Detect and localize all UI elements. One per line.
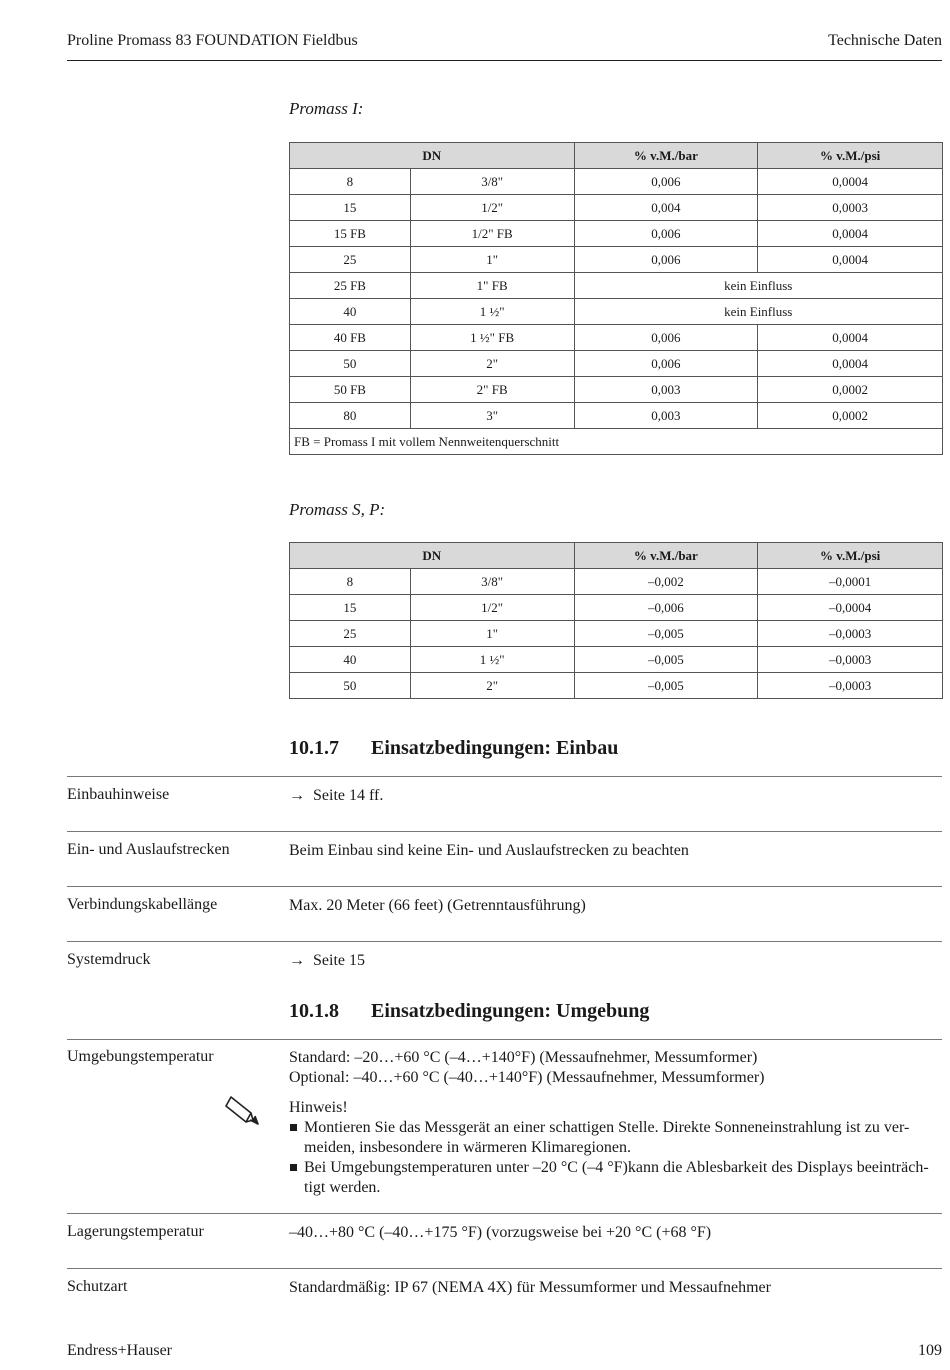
cell: 2" (410, 673, 574, 699)
cell: 1/2" (410, 195, 574, 221)
ambient-optional: Optional: –40…+60 °C (–40…+140°F) (Messaufnehmer, Messumformer) (289, 1069, 765, 1086)
cell: 1 ½" FB (410, 325, 574, 351)
section-number: 10.1.7 (289, 737, 339, 759)
cell: 0,006 (574, 325, 758, 351)
section-number: 10.1.8 (289, 1000, 339, 1022)
cell: 40 FB (290, 325, 411, 351)
header-title: Proline Promass 83 FOUNDATION Fieldbus (67, 32, 358, 49)
table-header-row (290, 143, 943, 169)
cell: –0,0003 (758, 647, 943, 673)
cell: 25 (290, 247, 411, 273)
header-rule (67, 60, 942, 61)
cell: 8 (290, 569, 411, 595)
value-ein-auslaufstrecken: Beim Einbau sind keine Ein- und Auslaufstrecken zu beachten (289, 842, 689, 859)
cell: 15 FB (290, 221, 411, 247)
cell: –0,0003 (758, 621, 943, 647)
cell: –0,0004 (758, 595, 943, 621)
cell: –0,002 (574, 569, 758, 595)
note-bullet (289, 1118, 943, 1158)
label-umgebungstemperatur: Umgebungstemperatur (67, 1048, 214, 1065)
cell: 80 (290, 403, 411, 429)
table-row (290, 673, 943, 699)
header-cell-psi: % v.M./psi (758, 143, 943, 169)
table-row (290, 247, 943, 273)
value-einbauhinweise (289, 786, 383, 806)
cell: 0,003 (574, 377, 758, 403)
cell: 3/8" (410, 169, 574, 195)
label-schutzart: Schutzart (67, 1278, 128, 1295)
cell: 1 ½" (410, 299, 574, 325)
cell: –0,005 (574, 621, 758, 647)
table1-caption: Promass I: (289, 99, 364, 118)
header-section: Technische Daten (828, 32, 942, 49)
cell: 0,0002 (758, 403, 943, 429)
table-row (290, 325, 943, 351)
note-bullet-text: meiden, insbesondere in wärmeren Klimaregionen. (304, 1139, 631, 1156)
value-schutzart: Standardmäßig: IP 67 (NEMA 4X) für Messumformer und Messaufnehmer (289, 1279, 771, 1296)
table-note-row (290, 429, 943, 455)
cell: 1 ½" (410, 647, 574, 673)
cell: 2" FB (410, 377, 574, 403)
table-row (290, 273, 943, 299)
table-row (290, 377, 943, 403)
footer-company: Endress+Hauser (67, 1342, 172, 1359)
cell-merged: kein Einfluss (574, 299, 942, 325)
table-row (290, 621, 943, 647)
cell: 40 (290, 647, 411, 673)
cell: 3/8" (410, 569, 574, 595)
cell: 40 (290, 299, 411, 325)
cell: 50 (290, 351, 411, 377)
cell: 1" FB (410, 273, 574, 299)
cell: 3" (410, 403, 574, 429)
value-verbindungskabellaenge: Max. 20 Meter (66 feet) (Getrenntausführung) (289, 897, 586, 914)
header-cell-bar: % v.M./bar (574, 143, 758, 169)
table-header-row (290, 543, 943, 569)
table-row (290, 169, 943, 195)
cell: 15 (290, 595, 411, 621)
cell: –0,005 (574, 647, 758, 673)
ambient-standard: Standard: –20…+60 °C (–4…+140°F) (Messaufnehmer, Messumformer) (289, 1049, 758, 1066)
cell: 25 (290, 621, 411, 647)
page-number: 109 (918, 1342, 942, 1359)
table-row (290, 351, 943, 377)
cell: 0,004 (574, 195, 758, 221)
note-bullet-text: Bei Umgebungstemperaturen unter –20 °C (–4 °F)kann die Ablesbarkeit des Displays beeinträch- (304, 1159, 929, 1176)
cell: 1/2" (410, 595, 574, 621)
promass-sp-table (289, 542, 943, 699)
label-ein-auslaufstrecken: Ein- und Auslaufstrecken (67, 841, 230, 858)
page-reference-link[interactable]: Seite 15 (313, 952, 365, 969)
table-row (290, 595, 943, 621)
table-row (290, 647, 943, 673)
row-divider (67, 886, 942, 887)
cell: 0,006 (574, 247, 758, 273)
cell: 0,006 (574, 169, 758, 195)
label-lagerungstemperatur: Lagerungstemperatur (67, 1223, 204, 1240)
note-title: Hinweis! (289, 1099, 348, 1116)
cell: –0,006 (574, 595, 758, 621)
cell: 1" (410, 621, 574, 647)
cell-merged: kein Einfluss (574, 273, 942, 299)
value-systemdruck (289, 951, 365, 971)
section-heading-umgebung (289, 1000, 649, 1023)
cell: 0,0004 (758, 325, 943, 351)
value-umgebungstemperatur (289, 1048, 943, 1198)
row-divider (67, 1213, 942, 1214)
row-divider (67, 1039, 942, 1040)
cell: 0,0002 (758, 377, 943, 403)
cell: 50 FB (290, 377, 411, 403)
cell: –0,005 (574, 673, 758, 699)
cell: 8 (290, 169, 411, 195)
cell: –0,0003 (758, 673, 943, 699)
promass-i-table (289, 142, 943, 455)
table-row (290, 569, 943, 595)
table-row (290, 299, 943, 325)
cell: 0,003 (574, 403, 758, 429)
cell: 0,006 (574, 351, 758, 377)
table2-caption: Promass S, P: (289, 500, 386, 519)
arrow-right-icon: → (289, 787, 305, 804)
cell: 0,006 (574, 221, 758, 247)
table-row (290, 403, 943, 429)
row-divider (67, 941, 942, 942)
row-divider (67, 776, 942, 777)
note-bullet-text: Montieren Sie das Messgerät an einer schattigen Stelle. Direkte Sonneneinstrahlung ist zu ver- (304, 1119, 910, 1136)
row-divider (67, 1268, 942, 1269)
cell: 25 FB (290, 273, 411, 299)
cell: 1/2" FB (410, 221, 574, 247)
section-title: Einsatzbedingungen: Einbau (371, 737, 619, 759)
pencil-note-icon (222, 1096, 262, 1126)
arrow-right-icon: → (289, 952, 305, 969)
label-einbauhinweise: Einbauhinweise (67, 786, 170, 803)
table-row (290, 195, 943, 221)
note-bullet-text: tigt werden. (304, 1179, 381, 1196)
cell: 1" (410, 247, 574, 273)
cell: 0,0003 (758, 195, 943, 221)
label-systemdruck: Systemdruck (67, 951, 151, 968)
header-cell-psi: % v.M./psi (758, 543, 943, 569)
table-row (290, 221, 943, 247)
cell: 15 (290, 195, 411, 221)
bullet-square-icon (290, 1164, 297, 1171)
label-verbindungskabellaenge: Verbindungskabellänge (67, 896, 218, 913)
cell: 0,0004 (758, 221, 943, 247)
section-title: Einsatzbedingungen: Umgebung (371, 1000, 650, 1022)
page-reference-link[interactable]: Seite 14 ff. (313, 787, 384, 804)
section-heading-einbau (289, 737, 618, 760)
header-cell-dn: DN (290, 543, 575, 569)
note-bullet (289, 1158, 943, 1198)
cell: 2" (410, 351, 574, 377)
header-cell-bar: % v.M./bar (574, 543, 758, 569)
row-divider (67, 831, 942, 832)
cell: 0,0004 (758, 169, 943, 195)
cell: 50 (290, 673, 411, 699)
cell: 0,0004 (758, 351, 943, 377)
value-lagerungstemperatur: –40…+80 °C (–40…+175 °F) (vorzugsweise bei +20 °C (+68 °F) (289, 1224, 712, 1241)
header-cell-dn: DN (290, 143, 575, 169)
cell: –0,0001 (758, 569, 943, 595)
table-note: FB = Promass I mit vollem Nennweitenquerschnitt (290, 429, 943, 455)
cell: 0,0004 (758, 247, 943, 273)
bullet-square-icon (290, 1124, 297, 1131)
